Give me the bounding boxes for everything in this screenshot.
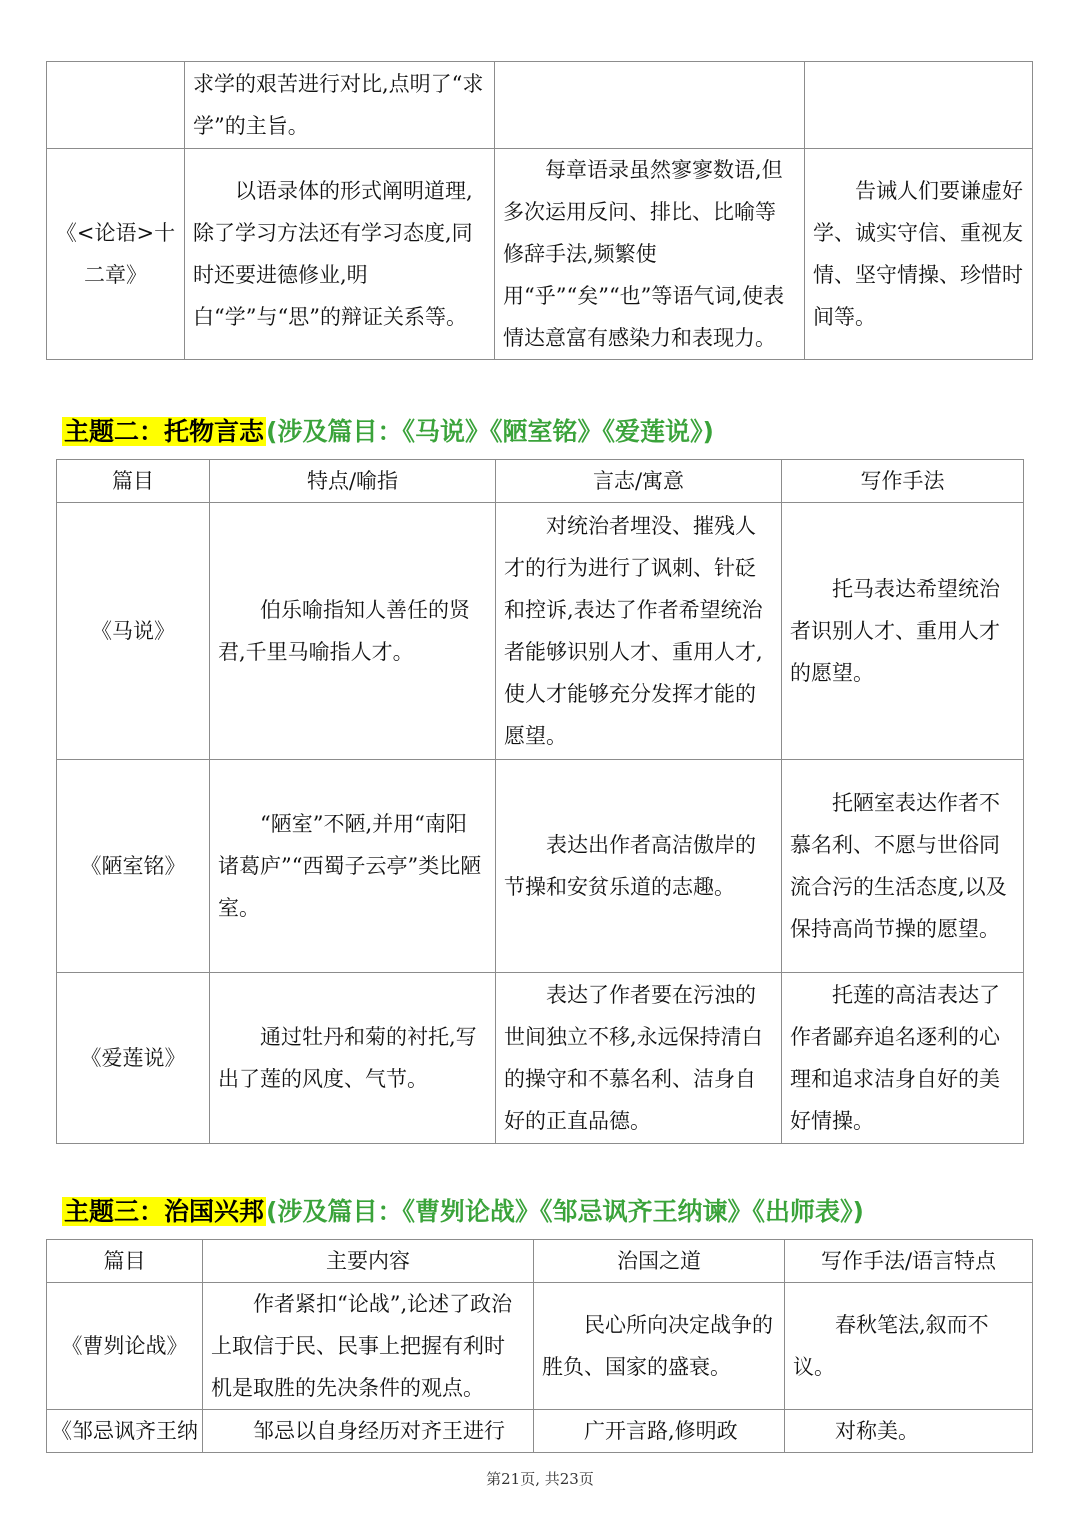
theme-label: 主题三：治国兴邦 [64,1197,265,1226]
cell-title: 《曹刿论战》 [47,1283,203,1410]
cell-content: 表达出作者高洁傲岸的节操和安贫乐道的志趣。 [496,760,782,973]
column-header: 写作手法 [782,460,1024,503]
table-header-row [47,1240,1033,1283]
column-header: 主要内容 [203,1240,534,1283]
cell-content: 对统治者埋没、摧残人才的行为进行了讽刺、针砭和控诉,表达了作者希望统治者能够识别人才、重用人才,使人才能够充分发挥才能的愿望。 [496,503,782,760]
table-row [47,149,1033,360]
column-header: 篇目 [47,1240,203,1283]
cell-content: “陋室”不陋,并用“南阳诸葛庐”“西蜀子云亭”类比陋室。 [210,760,496,973]
cell-content [805,62,1033,149]
table-header-row [57,460,1024,503]
cell-title: 《邹忌讽齐王纳 [47,1410,203,1453]
theme-label: 主题二：托物言志 [64,417,265,446]
column-header: 特点/喻指 [210,460,496,503]
table-row [47,1410,1033,1453]
section-heading-theme2 [62,412,714,452]
cell-title: 《<论语>十二章》 [47,149,185,360]
cell-content [495,62,805,149]
table-theme1-continued [46,61,1033,360]
table-row [47,1283,1033,1410]
theme-references: (涉及篇目：《曹刿论战》《邹忌讽齐王纳谏》《出师表》) [266,1197,864,1226]
column-header: 篇目 [57,460,210,503]
cell-content: 托莲的高洁表达了作者鄙弃追名逐利的心理和追求洁身自好的美好情操。 [782,973,1024,1144]
cell-title [47,62,185,149]
cell-content: 托陋室表达作者不慕名利、不愿与世俗同流合污的生活态度,以及保持高尚节操的愿望。 [782,760,1024,973]
cell-content: 求学的艰苦进行对比,点明了“求学”的主旨。 [185,62,495,149]
section-heading-theme3 [62,1192,864,1232]
cell-content: 作者紧扣“论战”,论述了政治上取信于民、民事上把握有利时机是取胜的先决条件的观点。 [203,1283,534,1410]
cell-content: 通过牡丹和菊的衬托,写出了莲的风度、气节。 [210,973,496,1144]
cell-content: 春秋笔法,叙而不议。 [785,1283,1033,1410]
page-number: 第21页, 共23页 [486,1470,594,1488]
table-row [57,760,1024,973]
cell-content: 以语录体的形式阐明道理,除了学习方法还有学习态度,同时还要进德修业,明白“学”与“思”的辩证关系等。 [185,149,495,360]
cell-content: 伯乐喻指知人善任的贤君,千里马喻指人才。 [210,503,496,760]
cell-title: 《陋室铭》 [57,760,210,973]
table-row [57,503,1024,760]
cell-title: 《爱莲说》 [57,973,210,1144]
cell-content: 表达了作者要在污浊的世间独立不移,永远保持清白的操守和不慕名利、洁身自好的正直品德。 [496,973,782,1144]
table-theme3 [46,1239,1033,1453]
column-header: 治国之道 [534,1240,785,1283]
cell-content: 广开言路,修明政 [534,1410,785,1453]
cell-title: 《马说》 [57,503,210,760]
table-row [47,62,1033,149]
theme-references: (涉及篇目：《马说》《陋室铭》《爱莲说》) [266,417,714,446]
cell-content: 邹忌以自身经历对齐王进行 [203,1410,534,1453]
cell-content: 对称美。 [785,1410,1033,1453]
table-theme2 [56,459,1024,1144]
cell-content: 告诫人们要谦虚好学、诚实守信、重视友情、坚守情操、珍惜时间等。 [805,149,1033,360]
column-header: 言志/寓意 [496,460,782,503]
cell-content: 每章语录虽然寥寥数语,但多次运用反问、排比、比喻等修辞手法,频繁使用“乎”“矣”“也”等语气词,使表情达意富有感染力和表现力。 [495,149,805,360]
table-row [57,973,1024,1144]
cell-content: 民心所向决定战争的胜负、国家的盛衰。 [534,1283,785,1410]
cell-content: 托马表达希望统治者识别人才、重用人才的愿望。 [782,503,1024,760]
column-header: 写作手法/语言特点 [785,1240,1033,1283]
